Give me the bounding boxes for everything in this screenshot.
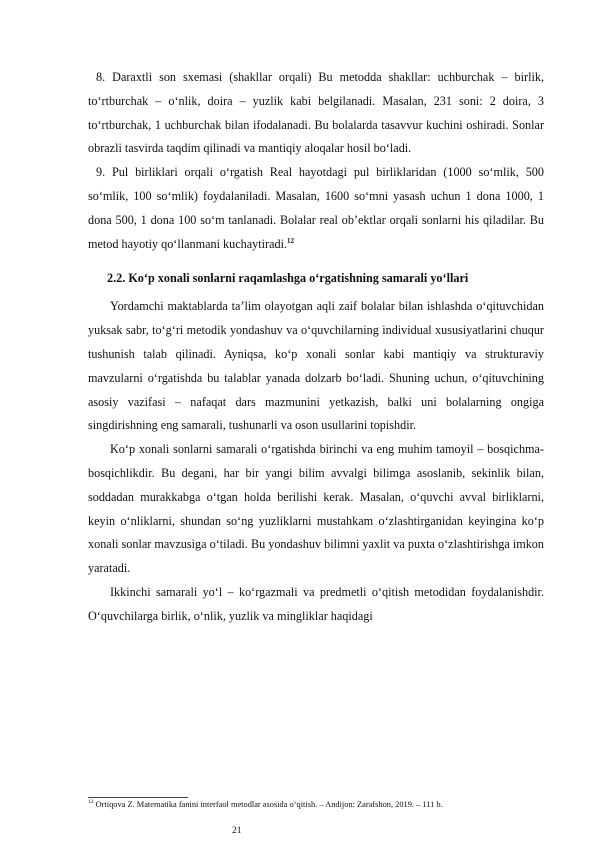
page-body [88, 66, 544, 629]
paragraph-yordamchi-maktablar: Yordamchi maktablarda ta’lim olayotgan aqli zaif bolalar bilan ishlashda o‘qituvchidan yuksak sabr, to‘g‘ri metodik yondashuv va o‘quvchilarning individual xususiyatlarini chuqur tushunish talab qilinadi. Ayniqsa, ko‘p xonali sonlar kabi mantiqiy va strukturaviy mavzularni o‘rgatishda bu talablar yanada dolzarb bo‘ladi. Shuning uchun, o‘qituvchining asosiy vazifasi – nafaqat dars mazmunini yetkazish, balki uni bolalarning ongiga singdirishning eng samarali, tushunarli va oson usullarini topishdir. [88, 299, 544, 433]
footnote-reference: 12 [287, 236, 295, 245]
footnote-text: Ortiqova Z. Matematika fanini interfaol metodlar asosida o‘qitish. – Andijon: Zarafshon, 2019. – 111 b. [95, 800, 443, 809]
footnote [88, 798, 528, 811]
section-heading: 2.2. Ko‘p xonali sonlarni raqamlashga o‘rgatishning samarali yo‘llari [107, 271, 469, 286]
paragraph-daraxtli-sxema: 8. Daraxtli son sxemasi (shakllar orqali) Bu metodda shakllar: uchburchak – birlik, to‘rtburchak – o‘nlik, doira – yuzlik kabi belgilanadi. Masalan, 231 soni: 2 doira, 3 to‘rtburchak, 1 uchburchak bilan ifodalanadi. Bu bolalarda tasavvur kuchini oshiradi. Sonlar obrazli tasvirda taqdim qilinadi va mantiqiy aloqalar hosil bo‘ladi. [88, 70, 544, 156]
paragraph-korgazmali-metod: Ikkinchi samarali yo‘l – ko‘rgazmali va predmetli o‘qitish metodidan foydalanishdir. O‘quvchilarga birlik, o‘nlik, yuzlik va mingliklar haqidagi [88, 584, 544, 623]
page-number: 21 [232, 826, 242, 836]
footnote-number: 12 [88, 799, 94, 806]
paragraph-pul-text: 9. Pul birliklari orqali o‘rgatish Real hayotdagi pul birliklaridan (1000 so‘mlik, 500 so‘mlik, 100 so‘mlik) foydalaniladi. Masalan, 1600 so‘mni yasash uchun 1 dona 1000, 1 dona 500, 1 dona 100 so‘m tanlanadi. Bolalar real ob’ektlar orqali sonlarni his qiladilar. Bu metod hayotiy qo‘llanmani kuchaytiradi. [88, 165, 544, 251]
paragraph-pul-birliklari [88, 161, 544, 256]
paragraph-bosqichma-bosqichlik: Ko‘p xonali sonlarni samarali o‘rgatishda birinchi va eng muhim tamoyil – bosqichma-bosqichlikdir. Bu degani, har bir yangi bilim avvalgi bilimga asoslanib, sekinlik bilan, soddadan murakkabga o‘tgan holda berilishi kerak. Masalan, o‘quvchi avval birliklarni, keyin o‘nliklarni, shundan so‘ng yuzliklarni mustahkam o‘zlashtirganidan keyingina ko‘p xonali sonlar mavzusiga o‘tiladi. Bu yondashuv bilimni yaxlit va puxta o‘zlashtirishga imkon yaratadi. [88, 442, 544, 576]
